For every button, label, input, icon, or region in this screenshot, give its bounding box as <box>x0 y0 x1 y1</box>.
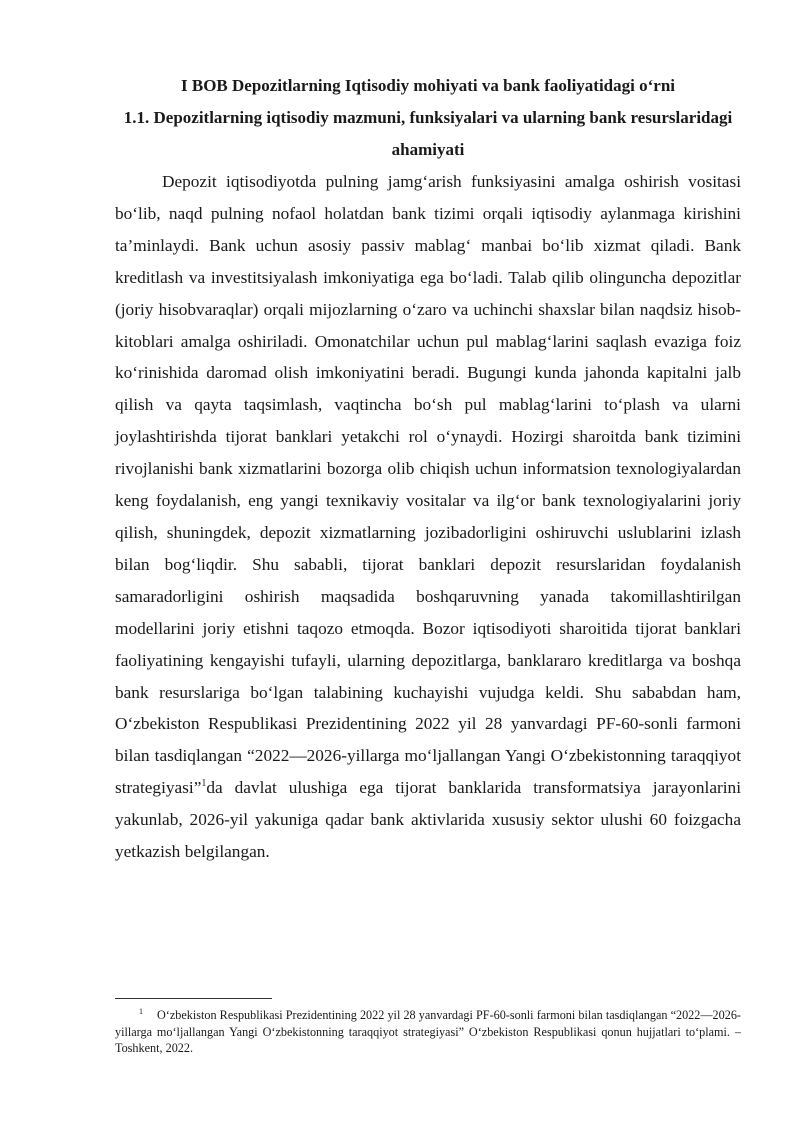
document-page <box>115 70 741 868</box>
chapter-title: I BOB Depozitlarning Iqtisodiy mohiyati va bank faoliyatidagi o‘rni <box>180 76 675 95</box>
body-paragraph <box>115 166 741 868</box>
footnote-separator <box>115 998 272 999</box>
paragraph-tail-text: da davlat ulushiga ega tijorat banklarida transformatsiya jarayonlarini yakunlab, 2026-yil yakuniga qadar bank aktivlarida xususiy sektor ulushi 60 foizgacha yetkazish belgilangan. <box>115 778 741 862</box>
section-title: 1.1. Depozitlarning iqtisodiy mazmuni, funksiyalari va ularning bank resurslaridagi ahamiyati <box>123 108 733 159</box>
footnote <box>115 1007 741 1057</box>
footnote-reference[interactable]: 1 <box>201 778 207 790</box>
footnote-marker: 1 <box>139 1006 143 1016</box>
footnote-area <box>115 998 741 1057</box>
paragraph-main-text: Depozit iqtisodiyotda pulning jamg‘arish funksiyasini amalga oshirish vositasi bo‘lib, naqd pulning nofaol holatdan bank tizimi orqali iqtisodiy aylanmaga kirishini ta’minlaydi. Bank uchun asosiy passiv mablag‘ manbai bo‘lib xizmat qiladi. Bank kreditlash va investitsiyalash imkoniyatiga ega bo‘ladi. Talab qilib olinguncha depozitlar (joriy hisobvaraqlar) orqali mijozlarning o‘zaro va uchinchi shaxslar bilan naqdsiz hisob-kitoblari amalga oshiriladi. Omonatchilar uchun pul mablag‘larini saqlash evaziga foiz ko‘rinishida daromad olish imkoniyatini beradi. Bugungi kunda jahonda kapitalni jalb qilish va qayta taqsimlash, vaqtincha bo‘sh pul mablag‘larini to‘plash va ularni joylashtirishda tijorat banklari yetakchi rol o‘ynaydi. Hozirgi sharoitda bank tizimini rivojlanishi bank xizmatlarini bozorga olib chiqish uchun informatsion texnologiyalardan keng foydalanish, eng yangi texnikaviy vositalar va ilg‘or bank texnologiyalarini joriy qilish, shuningdek, depozit xizmatlarning jozibadorligini oshiruvchi uslublarini izlash bilan bog‘liqdir. Shu sababli, tijorat banklari depozit resurslaridan foydalanish samaradorligini oshirish maqsadida boshqaruvning yanada takomillashtirilgan modellarini joriy etishni taqozo etmoqda. Bozor iqtisodiyoti sharoitida tijorat banklari faoliyatining kengayishi tufayli, ularning depozitlarga, banklararo kreditlarga va boshqa bank resurslariga bo‘lgan talabining kuchayishi vujudga keldi. Shu sababdan ham, O‘zbekiston Respublikasi Prezidentining 2022 yil 28 yanvardagi PF-60-sonli farmoni bilan tasdiqlangan “2022—2026-yillarga mo‘ljallangan Yangi O‘zbekistonning taraqqiyot strategiyasi” <box>115 172 741 798</box>
footnote-text: O‘zbekiston Respublikasi Prezidentining 2022 yil 28 yanvardagi PF-60-sonli farmoni bilan tasdiqlangan “2022—2026-yillarga mo‘ljallangan Yangi O‘zbekistonning taraqqiyot strategiyasi” O‘zbekiston Respublikasi qonun hujjatlari to‘plami. – Toshkent, 2022. <box>115 1008 741 1056</box>
